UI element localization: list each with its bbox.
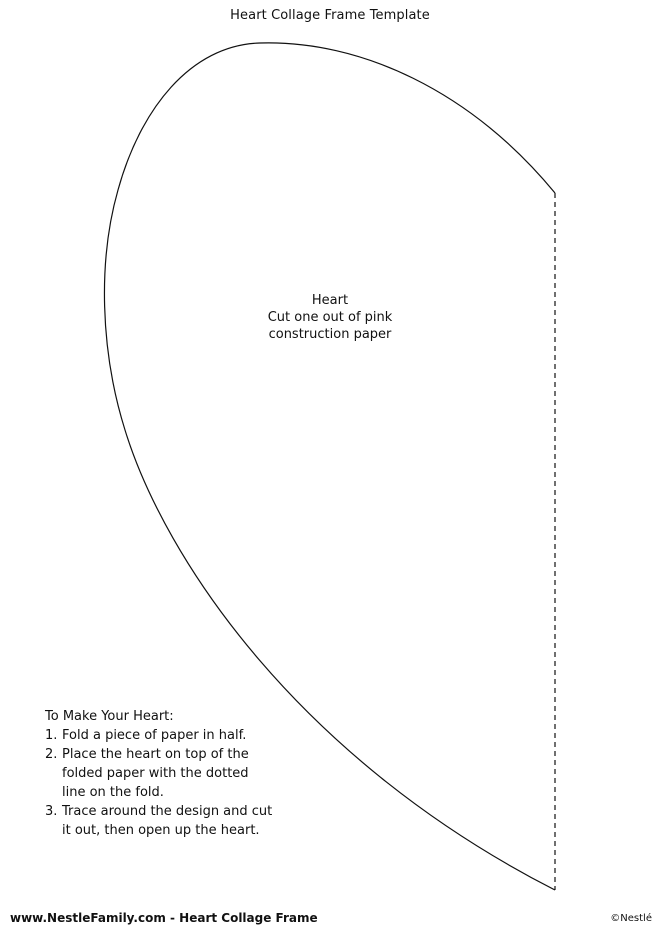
instructions <box>45 707 305 840</box>
step-number: 3. <box>45 804 58 819</box>
instruction-step <box>45 745 305 802</box>
step-number: 1. <box>45 728 58 743</box>
footer-site-link[interactable]: www.NestleFamily.com - Heart Collage Frame <box>10 911 318 925</box>
step-line: it out, then open up the heart. <box>62 823 260 838</box>
step-number: 2. <box>45 747 58 762</box>
step-line: Fold a piece of paper in half. <box>62 728 247 743</box>
instructions-heading: To Make Your Heart: <box>45 709 174 724</box>
heart-label <box>230 292 430 343</box>
instructions-steps <box>45 726 305 840</box>
heart-label-title: Heart <box>311 293 349 308</box>
instruction-step <box>45 726 305 745</box>
heart-label-line: Cut one out of pink <box>267 310 393 325</box>
page-title: Heart Collage Frame Template <box>230 8 430 23</box>
step-line: Place the heart on top of the <box>62 747 249 762</box>
step-line: folded paper with the dotted <box>62 766 249 781</box>
footer-copyright: ©Nestlé <box>610 913 652 924</box>
heart-label-line: construction paper <box>268 327 392 342</box>
step-line: Trace around the design and cut <box>62 804 273 819</box>
step-line: line on the fold. <box>62 785 164 800</box>
instruction-step <box>45 802 305 840</box>
